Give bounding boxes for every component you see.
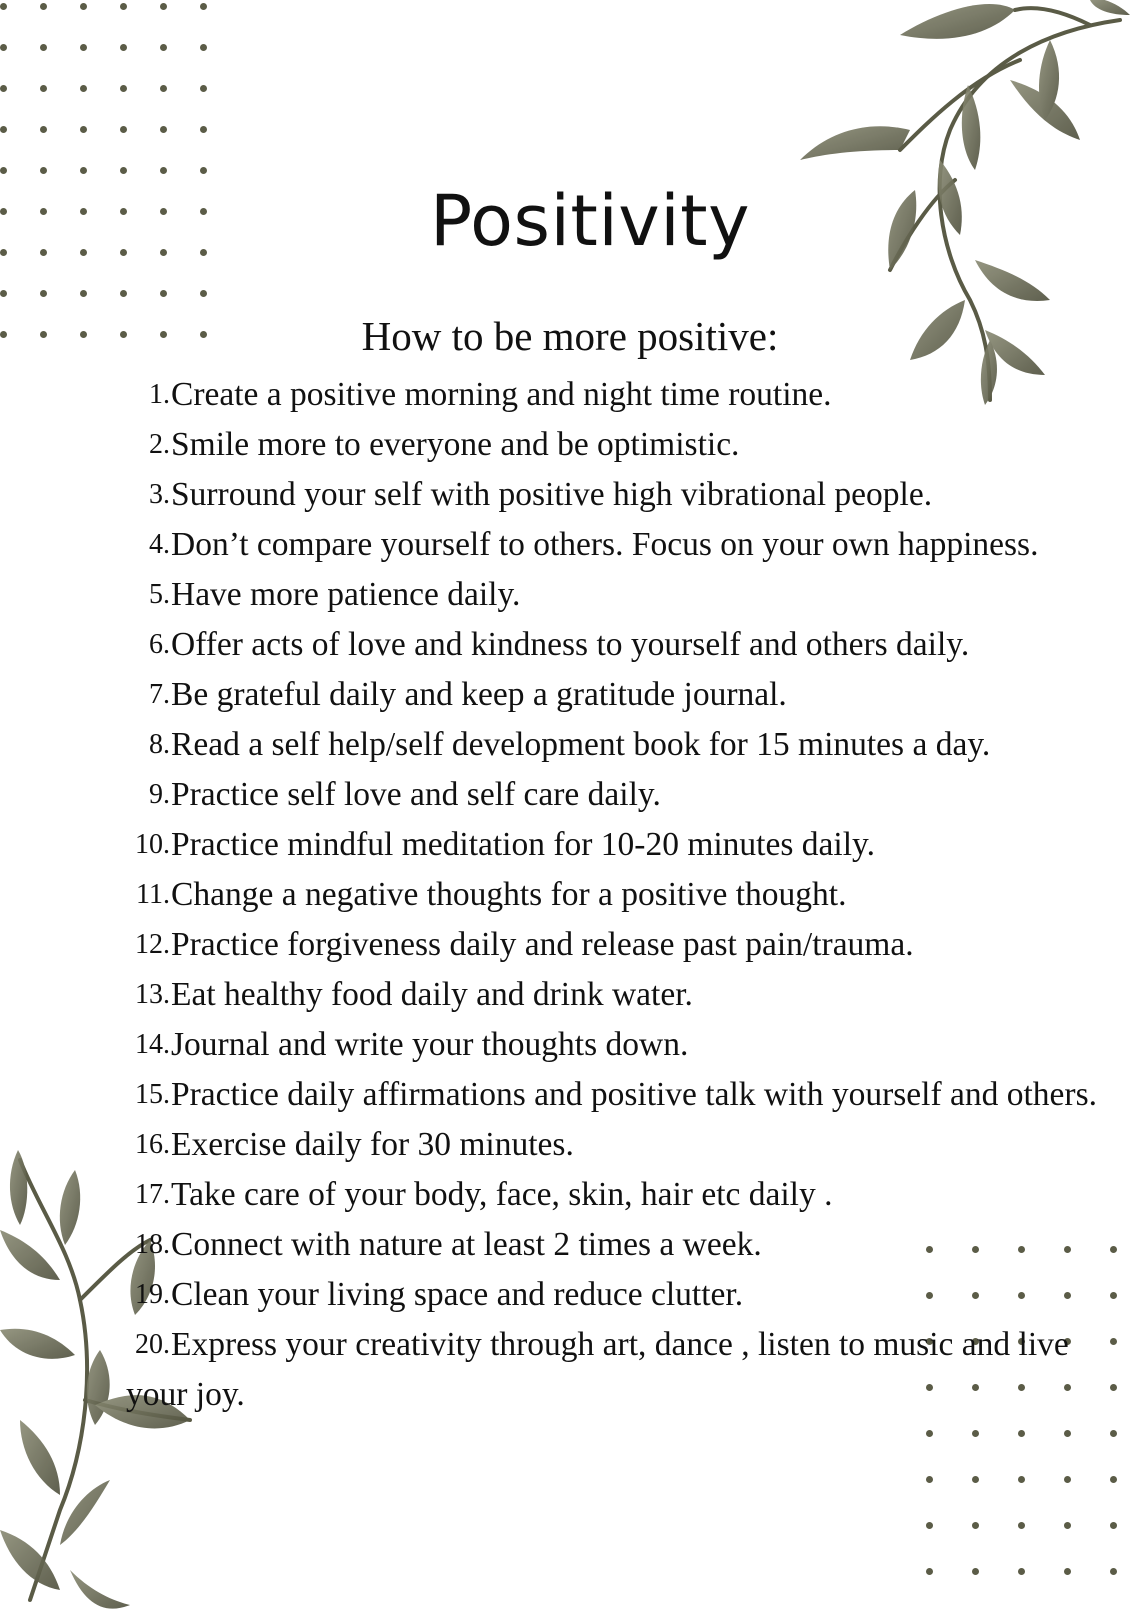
- list-item-number: 12.: [135, 929, 170, 960]
- dot: [0, 85, 7, 92]
- dot: [926, 1430, 933, 1437]
- dot: [80, 3, 87, 10]
- list-item-text: Don’t compare yourself to others. Focus on your own happiness.: [171, 526, 1039, 563]
- dot: [160, 167, 167, 174]
- list-item-number: 16.: [135, 1129, 170, 1160]
- tips-list: [0, 370, 1140, 1420]
- list-item: [0, 520, 1140, 570]
- dot: [40, 44, 47, 51]
- list-item: [0, 870, 1140, 920]
- list-item-text: Eat healthy food daily and drink water.: [171, 976, 693, 1013]
- list-item: [0, 420, 1140, 470]
- list-item-text: Change a negative thoughts for a positive thought.: [171, 876, 847, 913]
- subtitle-text: How to be more positive:: [361, 313, 779, 359]
- list-item: [0, 1170, 1140, 1220]
- dot: [0, 126, 7, 133]
- dot: [1064, 1476, 1071, 1483]
- list-item: [0, 1020, 1140, 1070]
- list-item: [0, 820, 1140, 870]
- dot: [1110, 1522, 1117, 1529]
- dot: [40, 290, 47, 297]
- list-item: [0, 720, 1140, 770]
- list-item: [0, 570, 1140, 620]
- dot: [972, 1568, 979, 1575]
- list-item-number: 7.: [149, 679, 170, 710]
- list-item: [0, 1070, 1140, 1120]
- dot: [1018, 1568, 1025, 1575]
- dot: [160, 44, 167, 51]
- dot: [80, 290, 87, 297]
- dot: [926, 1476, 933, 1483]
- dot: [1110, 1476, 1117, 1483]
- subtitle: [0, 312, 1140, 360]
- dot: [80, 126, 87, 133]
- dot: [200, 44, 207, 51]
- list-item: [0, 920, 1140, 970]
- list-item-text: Exercise daily for 30 minutes.: [171, 1126, 574, 1163]
- dot: [1018, 1430, 1025, 1437]
- list-item: [0, 620, 1140, 670]
- list-item-text: Take care of your body, face, skin, hair etc daily .: [171, 1176, 833, 1213]
- dot: [1064, 1430, 1071, 1437]
- dot: [160, 126, 167, 133]
- list-item-text: Practice self love and self care daily.: [171, 776, 661, 813]
- list-item: [0, 970, 1140, 1020]
- list-item: [0, 370, 1140, 420]
- dot: [200, 167, 207, 174]
- list-item-number: 9.: [149, 779, 170, 810]
- list-item-text: Practice mindful meditation for 10-20 minutes daily.: [171, 826, 875, 863]
- dot: [120, 3, 127, 10]
- dot: [40, 167, 47, 174]
- list-item-number: 17.: [135, 1179, 170, 1210]
- list-item-number: 18.: [135, 1229, 170, 1260]
- dot: [40, 126, 47, 133]
- list-item: [0, 1270, 1140, 1320]
- list-item-text: Connect with nature at least 2 times a week.: [171, 1226, 762, 1263]
- dot: [120, 85, 127, 92]
- dot: [0, 3, 7, 10]
- dot: [972, 1522, 979, 1529]
- dot: [972, 1476, 979, 1483]
- dot: [120, 290, 127, 297]
- list-item-text: Practice daily affirmations and positive talk with yourself and others.: [171, 1076, 1097, 1113]
- list-item-text: Surround your self with positive high vibrational people.: [171, 476, 933, 513]
- list-item-text: Practice forgiveness daily and release past pain/trauma.: [171, 926, 914, 963]
- list-item-text: Offer acts of love and kindness to yourself and others daily.: [171, 626, 970, 663]
- list-item-number: 3.: [149, 479, 170, 510]
- list-item-number: 19.: [135, 1279, 170, 1310]
- list-item-text: Smile more to everyone and be optimistic.: [171, 426, 740, 463]
- list-item-text: Express your creativity through art, dance , listen to music and live your joy.: [126, 1326, 1069, 1413]
- dot: [1064, 1522, 1071, 1529]
- dot: [972, 1430, 979, 1437]
- dot: [0, 44, 7, 51]
- list-item-number: 20.: [135, 1329, 170, 1360]
- dot-pattern-top-left: [0, 0, 220, 340]
- dot: [200, 290, 207, 297]
- dot: [1110, 1568, 1117, 1575]
- list-item: [0, 670, 1140, 720]
- dot: [200, 3, 207, 10]
- dot: [160, 85, 167, 92]
- list-item-number: 10.: [135, 829, 170, 860]
- list-item-number: 6.: [149, 629, 170, 660]
- dot: [926, 1568, 933, 1575]
- list-item-number: 13.: [135, 979, 170, 1010]
- dot: [1064, 1568, 1071, 1575]
- page-title: Positivity: [429, 180, 751, 262]
- dot: [160, 290, 167, 297]
- dot: [40, 85, 47, 92]
- dot: [80, 44, 87, 51]
- dot: [80, 167, 87, 174]
- list-item-number: 15.: [135, 1079, 170, 1110]
- list-item-number: 11.: [136, 879, 170, 910]
- dot: [120, 126, 127, 133]
- dot: [926, 1522, 933, 1529]
- list-item-text: Journal and write your thoughts down.: [171, 1026, 689, 1063]
- dot: [120, 167, 127, 174]
- list-item-number: 5.: [149, 579, 170, 610]
- dot: [200, 85, 207, 92]
- dot: [160, 3, 167, 10]
- list-item-text: Clean your living space and reduce clutter.: [171, 1276, 744, 1313]
- list-item-number: 1.: [149, 379, 170, 410]
- list-item-text: Create a positive morning and night time routine.: [171, 376, 832, 413]
- dot: [120, 44, 127, 51]
- dot: [40, 3, 47, 10]
- dot: [200, 126, 207, 133]
- list-item-number: 14.: [135, 1029, 170, 1060]
- list-item-text: Have more patience daily.: [171, 576, 521, 613]
- list-item-number: 8.: [149, 729, 170, 760]
- dot: [80, 85, 87, 92]
- list-item-number: 4.: [149, 529, 170, 560]
- dot: [0, 290, 7, 297]
- list-item: [0, 1220, 1140, 1270]
- list-item: [0, 1320, 1140, 1420]
- list-item: [0, 470, 1140, 520]
- dot: [1110, 1430, 1117, 1437]
- list-item-text: Be grateful daily and keep a gratitude journal.: [171, 676, 787, 713]
- list-item-text: Read a self help/self development book for 15 minutes a day.: [171, 726, 991, 763]
- list-item: [0, 770, 1140, 820]
- list-item: [0, 1120, 1140, 1170]
- dot: [0, 167, 7, 174]
- list-item-number: 2.: [149, 429, 170, 460]
- dot: [1018, 1522, 1025, 1529]
- dot: [1018, 1476, 1025, 1483]
